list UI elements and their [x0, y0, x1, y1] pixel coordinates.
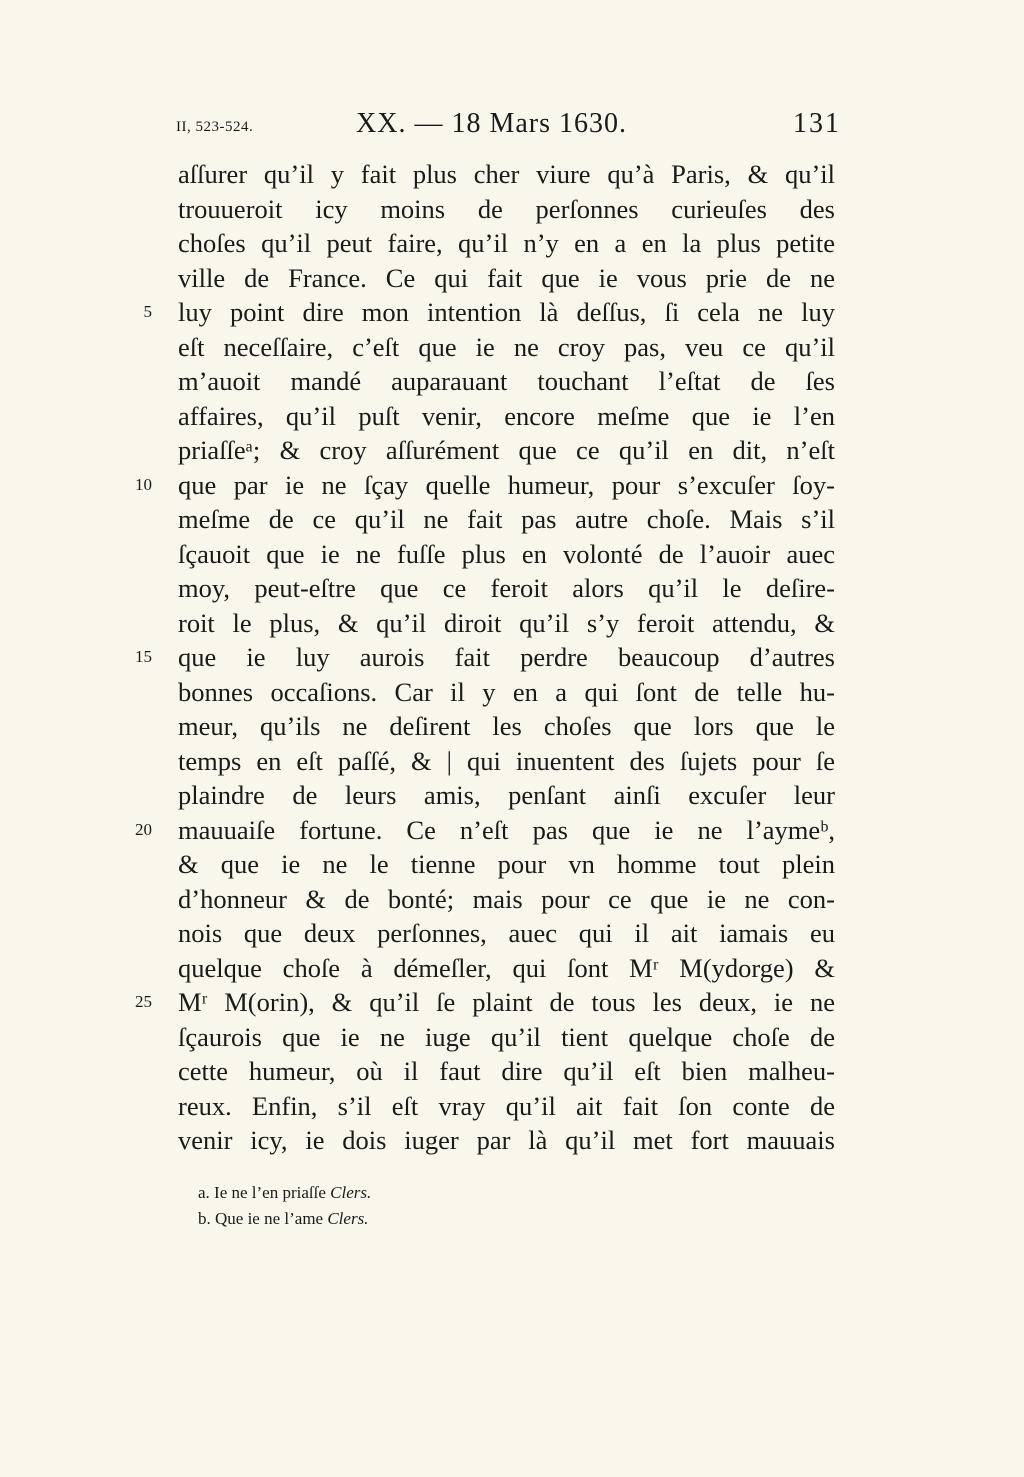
line-number: 15	[135, 647, 152, 666]
line-number: 25	[135, 992, 152, 1011]
page-number: 131	[793, 108, 841, 139]
footnote	[198, 1206, 698, 1232]
text-line: cette humeur, où il faut dire qu’il eſt bien malheu-	[178, 1056, 835, 1086]
text-line: choſes qu’il peut faire, qu’il n’y en a en la plus petite	[178, 228, 835, 258]
text-line: d’honneur & de bonté; mais pour ce que ie ne con-	[178, 883, 835, 914]
text-line: que par ie ne ſçay quelle humeur, pour s’excuſer ſoy-	[178, 469, 835, 500]
footnote-marker: b.	[198, 1209, 211, 1228]
text-line: quelque choſe à démeſler, qui ſont Mʳ M(ydorge) &	[178, 952, 835, 983]
text-line: plaindre de leurs amis, penſant ainſi excuſer leur	[178, 780, 835, 810]
text-line: & que ie ne le tienne pour vn homme tout plein	[178, 849, 835, 879]
text-line: trouueroit icy moins de perſonnes curieuſes des	[178, 193, 835, 224]
text-line: bonnes occaſions. Car il y en a qui ſont de telle hu-	[178, 676, 835, 707]
text-line: roit le plus, & qu’il diroit qu’il s’y feroit attendu, &	[178, 607, 835, 638]
text-line: meſme de ce qu’il ne fait pas autre choſe. Mais s’il	[178, 504, 835, 534]
letter-title: XX. — 18 Mars 1630.	[356, 108, 627, 139]
text-line: eſt neceſſaire, c’eſt que ie ne croy pas, veu ce qu’il	[178, 331, 835, 362]
text-line: reux. Enfin, s’il eſt vray qu’il ait fait ſon conte de	[178, 1090, 835, 1121]
letter-body-text	[178, 157, 835, 1158]
text-line: que ie luy aurois fait perdre beaucoup d’autres	[178, 642, 835, 672]
text-line: priaſſeᵃ; & croy aſſurément que ce qu’il en dit, n’eſt	[178, 435, 835, 465]
text-line: ville de France. Ce qui fait que ie vous prie de ne	[178, 262, 835, 293]
volume-page-reference: II, 523-524.	[176, 119, 254, 135]
footnote-text: Ie ne l’en priaſſe	[214, 1183, 326, 1202]
footnote-text: Que ie ne l’ame	[215, 1209, 324, 1228]
text-line: affaires, qu’il puſt venir, encore meſme que ie l’en	[178, 400, 835, 431]
text-line: nois que deux perſonnes, auec qui il ait iamais eu	[178, 918, 835, 948]
line-number: 5	[143, 302, 152, 321]
footnote-marker: a.	[198, 1183, 210, 1202]
footnote-source: Clers.	[330, 1183, 372, 1202]
text-line: ſçaurois que ie ne iuge qu’il tient quelque choſe de	[178, 1021, 835, 1052]
footnote-source: Clers.	[327, 1209, 369, 1228]
line-number: 10	[135, 474, 152, 494]
text-line: mauuaiſe fortune. Ce n’eſt pas que ie ne l’aymeᵇ,	[178, 814, 835, 845]
text-line: ſçauoit que ie ne fuſſe plus en volonté de l’auoir auec	[178, 538, 835, 569]
text-line: moy, peut-eſtre que ce feroit alors qu’il le deſire-	[178, 573, 835, 603]
running-header	[0, 108, 1024, 148]
text-line: temps en eſt paſſé, & | qui inuentent des ſujets pour ſe	[178, 745, 835, 776]
text-line: meur, qu’ils ne deſirent les choſes que lors que le	[178, 711, 835, 741]
footnote	[198, 1180, 698, 1206]
text-line: m’auoit mandé auparauant touchant l’eſtat de ſes	[178, 366, 835, 396]
footnotes	[198, 1180, 698, 1232]
text-line: venir icy, ie dois iuger par là qu’il met fort mauuais	[178, 1125, 835, 1155]
text-line: Mʳ M(orin), & qu’il ſe plaint de tous les deux, ie ne	[178, 987, 835, 1017]
line-number: 20	[135, 819, 152, 839]
text-line: aſſurer qu’il y fait plus cher viure qu’à Paris, & qu’il	[178, 159, 835, 189]
text-line: luy point dire mon intention là deſſus, ſi cela ne luy	[178, 297, 835, 327]
